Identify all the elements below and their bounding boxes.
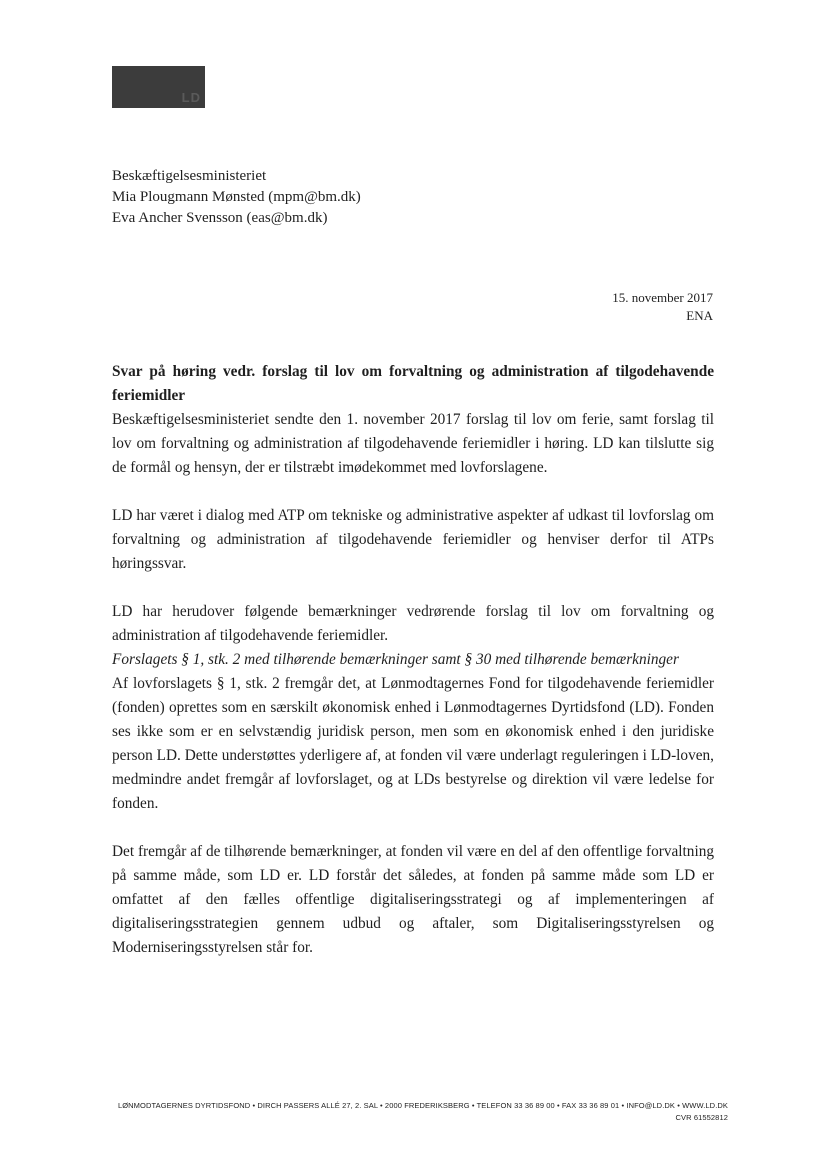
footer-cvr: CVR 61552812 <box>675 1113 728 1122</box>
letterhead-footer <box>88 1101 728 1122</box>
paragraph-fund-structure: Af lovforslagets § 1, stk. 2 fremgår det, at Lønmodtagernes Fond for tilgodehavende feriemidler (fonden) oprettes som en særskilt økonomisk enhed i Lønmodtagernes Dyrtidsfond (LD). Fonden ses ikke som er en selvstændig juridisk person, men som en økonomisk enhed i den juridiske person LD. Dette understøttes yderligere af, at fonden vil være underlagt reguleringen i LD-loven, medmindre andet fremgår af lovforslaget, og at LDs bestyrelse og direktion vil være ledelse for fonden. <box>112 675 714 812</box>
paragraph-intro: Beskæftigelsesministeriet sendte den 1. november 2017 forslag til lov om ferie, samt forslag til lov om forvaltning og administration af tilgodehavende feriemidler i høring. LD kan tilslutte sig de formål og hensyn, der er tilstræbt imødekommet med lovforslagene. <box>112 411 714 476</box>
author-initials: ENA <box>686 308 713 323</box>
letter-body <box>112 360 714 960</box>
recipient-contact-1: Mia Plougmann Mønsted (mpm@bm.dk) <box>112 189 361 205</box>
date-block <box>612 289 713 325</box>
letter-subject: Svar på høring vedr. forslag til lov om forvaltning og administration af tilgodehavende feriemidler <box>112 363 714 404</box>
letter-date: 15. november 2017 <box>612 290 713 305</box>
recipient-block <box>112 166 361 229</box>
footer-address: LØNMODTAGERNES DYRTIDSFOND • DIRCH PASSERS ALLÉ 27, 2. SAL • 2000 FREDERIKSBERG • TELEFON 33 36 89 00 • FAX 33 36 89 01 • INFO@LD.DK • WWW.LD.DK <box>117 1101 728 1110</box>
paragraph-remarks-intro: LD har herudover følgende bemærkninger vedrørende forslag til lov om forvaltning og administration af tilgodehavende feriemidler. <box>112 603 714 644</box>
logo-text: LD <box>181 90 201 105</box>
recipient-organization: Beskæftigelsesministeriet <box>112 168 267 184</box>
section-heading: Forslagets § 1, stk. 2 med tilhørende bemærkninger samt § 30 med tilhørende bemærkninger <box>112 651 679 668</box>
recipient-contact-2: Eva Ancher Svensson (eas@bm.dk) <box>112 210 328 226</box>
paragraph-atp-dialog: LD har været i dialog med ATP om tekniske og administrative aspekter af udkast til lovforslag om forvaltning og administration af tilgodehavende feriemidler og henviser derfor til ATPs høringssvar. <box>112 507 714 572</box>
paragraph-digitalisation: Det fremgår af de tilhørende bemærkninger, at fonden vil være en del af den offentlige forvaltning på samme måde, som LD er. LD forstår det således, at fonden på samme måde som LD er omfattet af den fælles offentlige digitaliseringsstrategi og af implementeringen af digitaliseringsstrategien gennem udbud og aftaler, som Digitaliseringsstyrelsen og Moderniseringsstyrelsen står for. <box>112 843 714 956</box>
ld-logo <box>112 66 205 108</box>
